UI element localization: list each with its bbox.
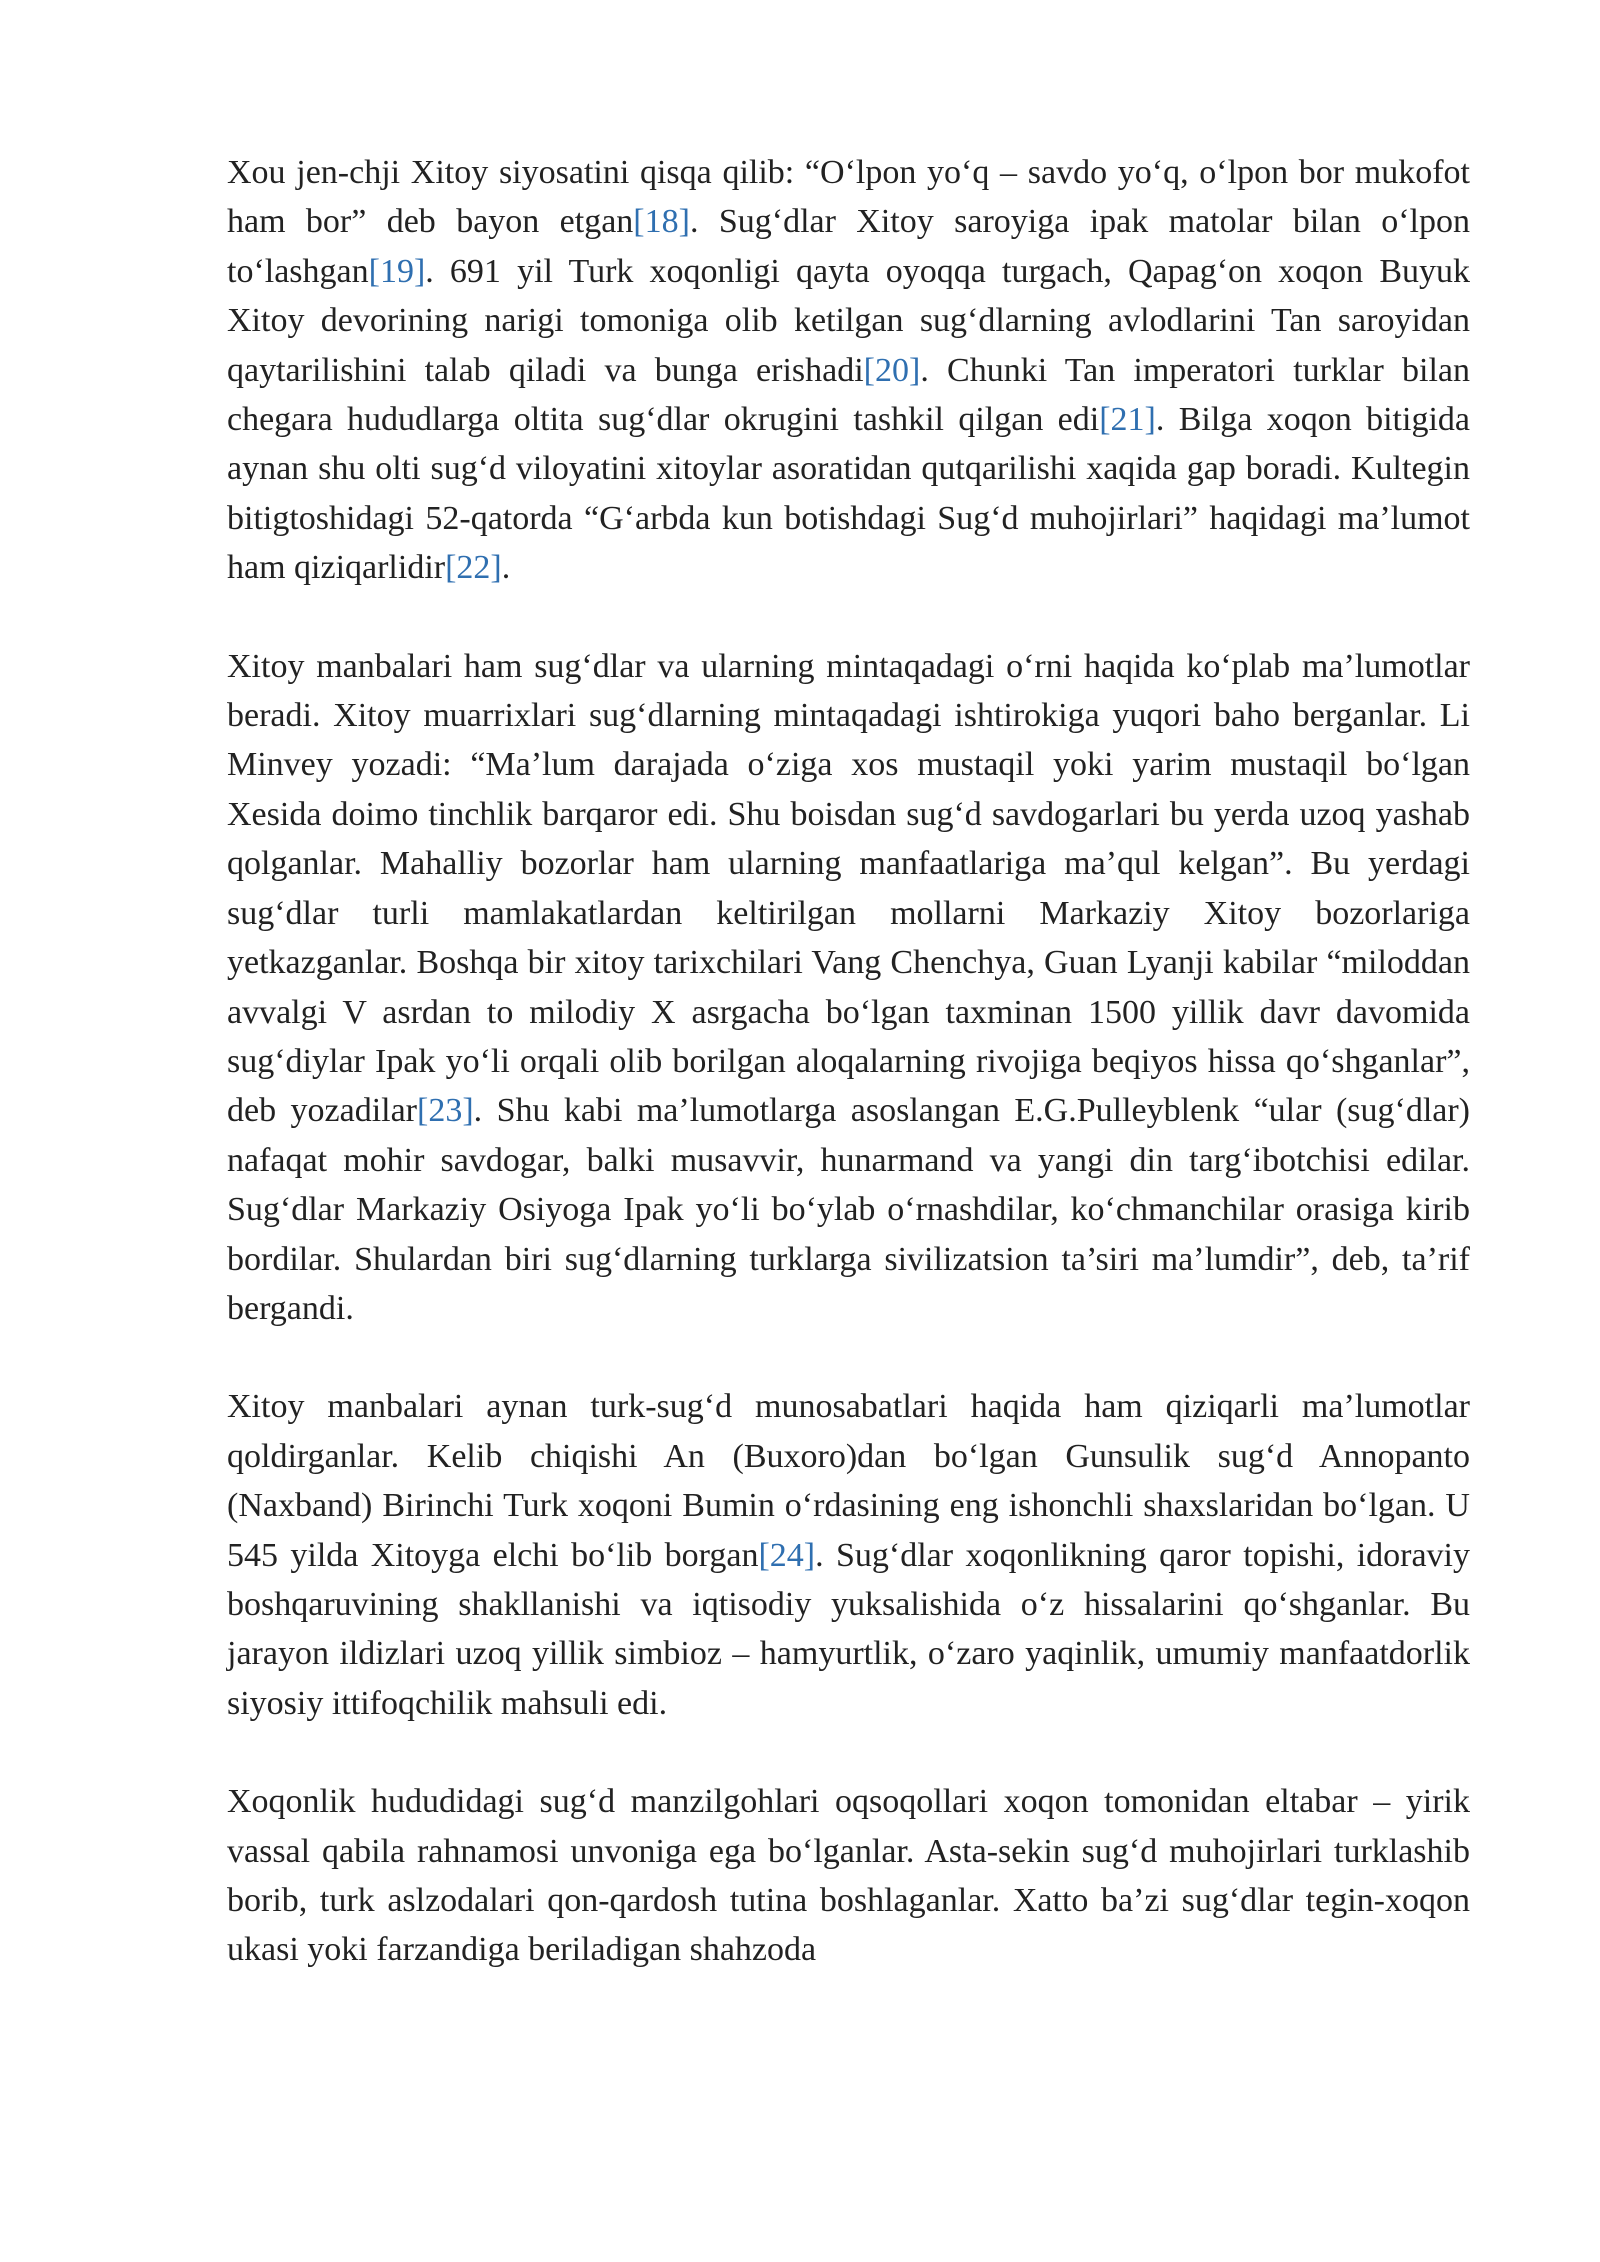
text-span: . 691 yil Turk xoqonligi qayta oyoqqa turgach, Qapagʻon xoqon Buyuk Xitoy devorining narigi tomoniga olib ketilgan sugʻdlarning avlodlarini Tan saroyidan qaytarilishini talab qiladi va bunga erishadi bbox=[227, 252, 1470, 389]
text-span: Xitoy manbalari ham sugʻdlar va ularning mintaqadagi oʻrni haqida koʻplab ma’lumotlar beradi. Xitoy muarrixlari sugʻdlarning mintaqadagi ishtirokiga yuqori baho berganlar. Li Minvey yozadi: “Ma’lum darajada oʻziga xos mustaqil yoki yarim mustaqil boʻlgan Xesida doimo tinchlik barqaror edi. Shu boisdan sugʻd savdogarlari bu yerda uzoq yashab qolganlar. Mahalliy bozorlar ham ularning manfaatlariga ma’qul kelgan”. Bu yerdagi sugʻdlar turli mamlakatlardan keltirilgan mollarni Markaziy Xitoy bozorlariga yetkazganlar. Boshqa bir xitoy tarixchilari Vang Chenchya, Guan Lyanji kabilar “miloddan avvalgi V asrdan to milodiy X asrgacha boʻlgan taxminan 1500 yillik davr davomida sugʻdiylar Ipak yoʻli orqali olib borilgan aloqalarning rivojiga beqiyos hissa qoʻshganlar”, deb yozadilar bbox=[227, 647, 1470, 1130]
footnote-ref-20[interactable]: [20] bbox=[863, 351, 921, 389]
paragraph-2 bbox=[227, 642, 1470, 1334]
footnote-ref-21[interactable]: [21] bbox=[1099, 401, 1156, 439]
text-span: Xou jen-chji Xitoy siyosatini qisqa qilib: “Oʻlpon yoʻq – savdo yoʻq, oʻlpon bor mukofot ham bor” deb bayon etgan bbox=[227, 154, 1470, 241]
text-span: . bbox=[501, 549, 511, 587]
document-body bbox=[227, 148, 1470, 2024]
footnote-ref-23[interactable]: [23] bbox=[417, 1092, 474, 1130]
text-span: . Shu kabi ma’lumotlarga asoslangan E.G.Pulleyblenk “ular (sugʻdlar) nafaqat mohir savdogar, balki musavvir, hunarmand va yangi din targʻibotchisi edilar. Sugʻdlar Markaziy Osiyoga Ipak yoʻli boʻylab oʻrnashdilar, koʻchmanchilar orasiga kirib bordilar. Shulardan biri sugʻdlarning turklarga sivilizatsion ta’siri ma’lumdir”, deb, ta’rif bergandi. bbox=[227, 1092, 1471, 1327]
footnote-ref-19[interactable]: [19] bbox=[368, 252, 426, 290]
footnote-ref-22[interactable]: [22] bbox=[445, 549, 502, 587]
text-span: Xitoy manbalari aynan turk-sugʻd munosabatlari haqida ham qiziqarli ma’lumotlar qoldirganlar. Kelib chiqishi An (Buxoro)dan boʻlgan Gunsulik sugʻd Annopanto (Naxband) Birinchi Turk xoqoni Bumin oʻrdasining eng ishonchli shaxslaridan boʻlgan. U 545 yilda Xitoyga elchi boʻlib borgan bbox=[227, 1388, 1470, 1574]
text-span: Xoqonlik hududidagi sugʻd manzilgohlari oqsoqollari xoqon tomonidan eltabar – yirik vassal qabila rahnamosi unvoniga ega boʻlganlar. Asta-sekin sugʻd muhojirlari turklashib borib, turk aslzodalari qon-qardosh tutina boshlaganlar. Xatto ba’zi sugʻdlar tegin-xoqon ukasi yoki farzandiga beriladigan shahzoda bbox=[227, 1783, 1470, 1969]
paragraph-1 bbox=[227, 148, 1470, 593]
paragraph-4 bbox=[227, 1777, 1470, 1975]
paragraph-3 bbox=[227, 1382, 1470, 1728]
footnote-ref-24[interactable]: [24] bbox=[758, 1536, 816, 1574]
text-span: . Sugʻdlar xoqonlikning qaror topishi, idoraviy boshqaruvining shakllanishi va iqtisodiy yuksalishida oʻz hissalarini qoʻshganlar. Bu jarayon ildizlari uzoq yillik simbioz – hamyurtlik, oʻzaro yaqinlik, umumiy manfaatdorlik siyosiy ittifoqchilik mahsuli edi. bbox=[227, 1536, 1470, 1722]
text-span: . Bilga xoqon bitigida aynan shu olti sugʻd viloyatini xitoylar asoratidan qutqarilishi xaqida gap boradi. Kultegin bitigtoshidagi 52-qatorda “Gʻarbda kun botishdagi Sugʻd muhojirlari” haqidagi ma’lumot ham qiziqarlidir bbox=[227, 401, 1470, 587]
text-span: . Sugʻdlar Xitoy saroyiga ipak matolar bilan oʻlpon toʻlashgan bbox=[227, 203, 1470, 290]
text-span: . Chunki Tan imperatori turklar bilan chegara hududlarga oltita sugʻdlar okrugini tashkil qilgan edi bbox=[227, 351, 1470, 439]
footnote-ref-18[interactable]: [18] bbox=[633, 203, 690, 241]
